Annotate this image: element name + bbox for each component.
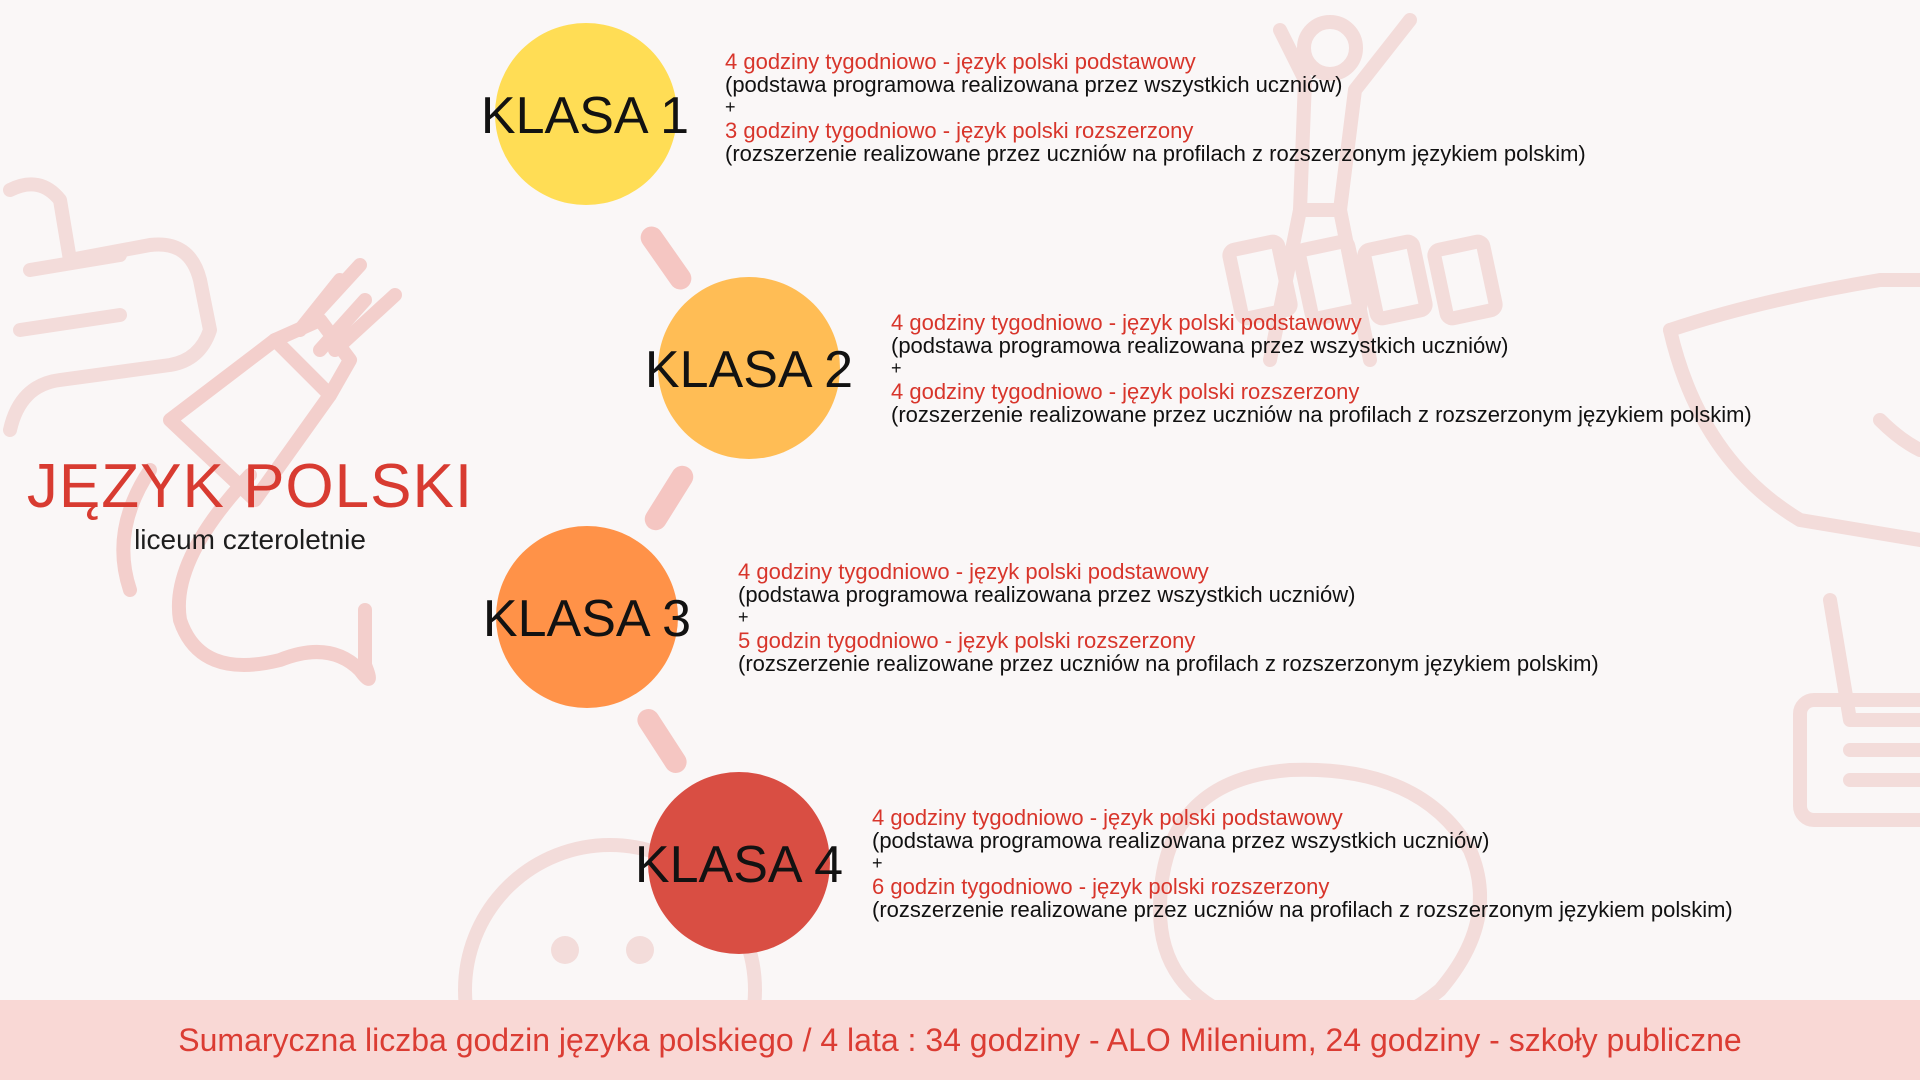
basic-description-text: (podstawa programowa realizowana przez wszystkich uczniów) [891, 333, 1509, 358]
klasa-1-info [725, 50, 1586, 165]
basic-description-text: (podstawa programowa realizowana przez wszystkich uczniów) [725, 72, 1343, 97]
klasa-1-label: KLASA 1 [480, 87, 690, 145]
basic-hours-text: 4 godziny tygodniowo - język polski podstawowy [725, 49, 1196, 74]
plus-sign: + [872, 853, 883, 873]
summary-footer: Sumaryczna liczba godzin języka polskiego / 4 lata : 34 godziny - ALO Milenium, 24 godziny - szkoły publiczne [0, 1000, 1920, 1080]
plus-sign: + [738, 607, 749, 627]
extended-hours-text: 5 godzin tygodniowo - język polski rozszerzony [738, 628, 1196, 653]
basic-description-text: (podstawa programowa realizowana przez wszystkich uczniów) [738, 582, 1356, 607]
extended-description-text: (rozszerzenie realizowane przez uczniów na profilach z rozszerzonym językiem polskim) [891, 402, 1752, 427]
klasa-3-info [738, 560, 1599, 675]
basic-hours-text: 4 godziny tygodniowo - język polski podstawowy [738, 559, 1209, 584]
extended-hours-text: 4 godziny tygodniowo - język polski rozszerzony [891, 379, 1360, 404]
plus-sign: + [891, 358, 902, 378]
extended-description-text: (rozszerzenie realizowane przez uczniów na profilach z rozszerzonym językiem polskim) [725, 141, 1586, 166]
extended-description-text: (rozszerzenie realizowane przez uczniów na profilach z rozszerzonym językiem polskim) [872, 897, 1733, 922]
klasa-2-label: KLASA 2 [644, 341, 854, 399]
klasa-4-label: KLASA 4 [634, 836, 844, 894]
plus-sign: + [725, 97, 736, 117]
page-title: JĘZYK POLSKI [26, 452, 474, 521]
klasa-3-label: KLASA 3 [482, 590, 692, 648]
klasa-2-info [891, 311, 1752, 426]
page-subtitle: liceum czteroletnie [134, 524, 366, 555]
extended-description-text: (rozszerzenie realizowane przez uczniów na profilach z rozszerzonym językiem polskim) [738, 651, 1599, 676]
klasa-4-info [872, 806, 1733, 921]
basic-description-text: (podstawa programowa realizowana przez wszystkich uczniów) [872, 828, 1490, 853]
title-block [20, 452, 480, 558]
basic-hours-text: 4 godziny tygodniowo - język polski podstawowy [891, 310, 1362, 335]
thumbs-up-icon [10, 184, 210, 430]
extended-hours-text: 3 godziny tygodniowo - język polski rozszerzony [725, 118, 1194, 143]
basic-hours-text: 4 godziny tygodniowo - język polski podstawowy [872, 805, 1343, 830]
extended-hours-text: 6 godzin tygodniowo - język polski rozszerzony [872, 874, 1330, 899]
